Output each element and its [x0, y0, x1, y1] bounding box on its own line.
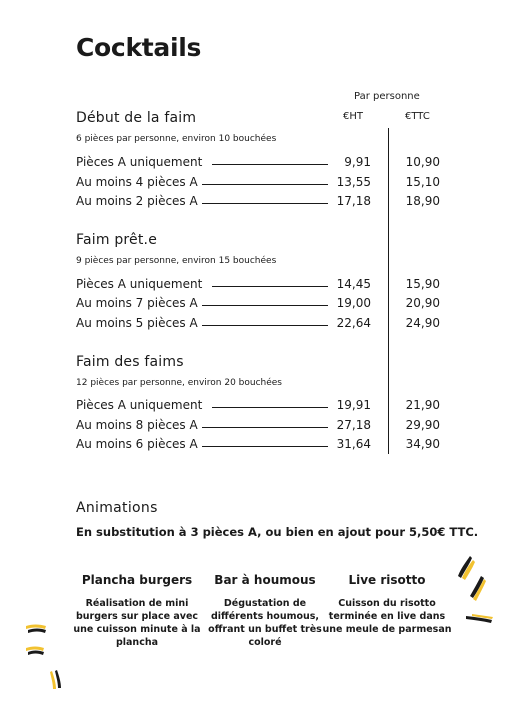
price-ttc: 15,10	[405, 175, 440, 189]
row-label: Pièces A uniquement	[76, 155, 203, 169]
row-label: Au moins 6 pièces A	[76, 437, 198, 451]
row-label: Pièces A uniquement	[76, 277, 203, 291]
price-ttc: 21,90	[405, 398, 440, 412]
row-label: Au moins 8 pièces A	[76, 418, 198, 432]
animation-card-title: Plancha burgers	[81, 573, 193, 587]
price-ht: 17,18	[336, 194, 371, 208]
dotted-leader	[212, 286, 328, 287]
brush-stroke-dark	[458, 556, 472, 578]
price-ttc: 18,90	[405, 194, 440, 208]
ht-column-header: €HT	[343, 111, 363, 122]
price-ttc: 20,90	[405, 296, 440, 310]
price-row	[76, 175, 448, 191]
section-note: 6 pièces par personne, environ 10 bouchées	[76, 134, 277, 144]
animation-card	[72, 573, 202, 649]
brush-stroke-dark	[470, 576, 484, 598]
price-ht: 19,91	[336, 398, 371, 412]
dotted-leader	[202, 203, 328, 204]
section-note: 9 pièces par personne, environ 15 bouchées	[76, 256, 277, 266]
brush-stroke-dark	[28, 629, 46, 634]
animation-card-text: Dégustation de différents houmous, offrant un buffet très coloré	[208, 598, 322, 648]
animation-card-text: Cuisson du risotto terminée en live dans une meule de parmesan	[322, 598, 452, 635]
price-ttc: 15,90	[405, 277, 440, 291]
price-row	[76, 437, 448, 453]
brush-stroke-dark	[466, 616, 492, 623]
animation-card-title: Live risotto	[348, 573, 426, 587]
price-ht: 13,55	[336, 175, 371, 189]
dotted-leader	[202, 446, 328, 447]
page-title: Cocktails	[76, 33, 202, 62]
dotted-leader	[202, 184, 328, 185]
animation-card-title: Bar à houmous	[214, 573, 316, 587]
price-ht: 19,00	[336, 296, 371, 310]
animations-description: En substitution à 3 pièces A, ou bien en ajout pour 5,50€ TTC.	[76, 525, 479, 539]
animation-card	[322, 573, 452, 636]
brush-stroke-yellow	[473, 579, 486, 601]
dotted-leader	[212, 164, 328, 165]
price-ttc: 24,90	[405, 316, 440, 330]
brush-stroke-yellow	[26, 647, 44, 652]
dotted-leader	[202, 325, 328, 326]
dotted-leader	[202, 427, 328, 428]
section-note: 12 pièces par personne, environ 20 bouchées	[76, 378, 282, 388]
price-row	[76, 316, 448, 332]
price-row	[76, 194, 448, 210]
section-title: Faim prêt.e	[76, 232, 158, 248]
section-title: Faim des faims	[76, 354, 184, 370]
price-row	[76, 296, 448, 312]
price-row	[76, 398, 448, 414]
per-person-header: Par personne	[354, 91, 420, 102]
brush-stroke-yellow	[462, 560, 475, 580]
price-row	[76, 277, 448, 293]
row-label: Pièces A uniquement	[76, 398, 203, 412]
price-ttc: 29,90	[405, 418, 440, 432]
brush-stroke-dark	[55, 670, 61, 688]
brush-stroke-yellow	[26, 625, 46, 630]
brush-stroke-dark	[28, 651, 44, 656]
price-ht: 31,64	[336, 437, 371, 451]
row-label: Au moins 4 pièces A	[76, 175, 198, 189]
row-label: Au moins 5 pièces A	[76, 316, 198, 330]
price-ht: 22,64	[336, 316, 371, 330]
price-ht: 9,91	[344, 155, 371, 169]
dotted-leader	[202, 305, 328, 306]
price-ht: 14,45	[336, 277, 371, 291]
price-row	[76, 155, 448, 171]
price-ttc: 34,90	[405, 437, 440, 451]
brush-stroke-yellow	[472, 614, 493, 619]
price-ht: 27,18	[336, 418, 371, 432]
animation-card	[200, 573, 330, 649]
price-ttc: 10,90	[405, 155, 440, 169]
row-label: Au moins 7 pièces A	[76, 296, 198, 310]
row-label: Au moins 2 pièces A	[76, 194, 198, 208]
price-row	[76, 418, 448, 434]
animations-title: Animations	[76, 500, 158, 516]
animation-card-text: Réalisation de mini burgers sur place avec une cuisson minute à la plancha	[73, 598, 201, 648]
ttc-column-header: €TTC	[405, 111, 430, 122]
section-title: Début de la faim	[76, 110, 197, 126]
dotted-leader	[212, 407, 328, 408]
brush-stroke-yellow	[50, 671, 56, 689]
